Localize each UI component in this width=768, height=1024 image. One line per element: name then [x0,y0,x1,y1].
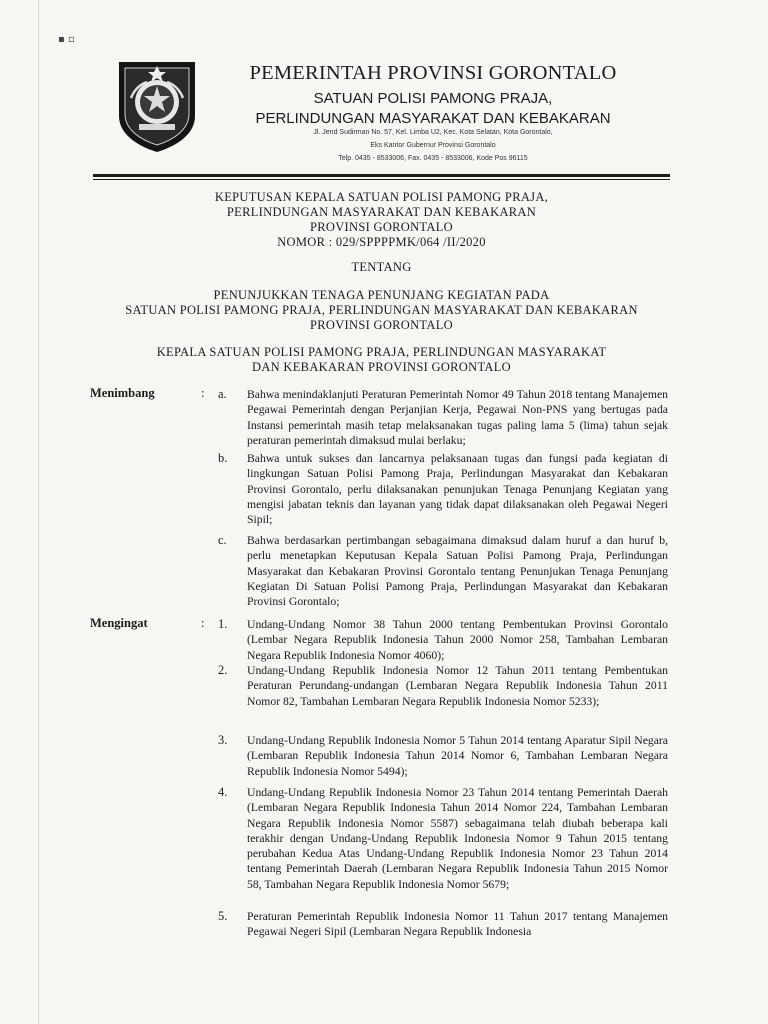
menimbang-marker-a: a. [218,387,227,401]
mengingat-marker-4: 4. [218,785,228,799]
authority-line1: KEPALA SATUAN POLISI PAMONG PRAJA, PERLINDUNGAN MASYARAKAT [156,345,607,359]
decree-number: NOMOR : 029/SPPPPMK/064 /II/2020 [277,235,486,249]
menimbang-item-a: Bahwa menindaklanjuti Peraturan Pemerintah Nomor 49 Tahun 2018 tentang Manajemen Pegawai Pemerintah dengan Perjanjian Kerja, Pegawai Non-PNS yang bertugas pada Instansi pemerintah masih tetap melaksanakan tugas paling lama 5 (lima) tahun sejak peraturan pemerintah dimaksud mulai berlaku; [247,388,668,447]
decree-title-line2: PERLINDUNGAN MASYARAKAT DAN KEBAKARAN [226,205,537,219]
letterhead-rule-thin [93,179,670,180]
menimbang-label: Menimbang [90,386,155,400]
menimbang-item-b: Bahwa untuk sukses dan lancarnya pelaksanaan tugas dan fungsi pada kegiatan di lingkungan Satuan Polisi Pamong Praja, Perlindungan Masyarakat dan Kebakaran Provinsi Gorontalo, perlu dilaksanakan penunjukan Tenaga Penunjang Kegiatan yang mengisi jabatan teknis dan layanan yang tidak dapat dilaksanakan oleh Pegawai Negeri Sipil; [247,452,668,527]
letterhead-rule [93,174,670,177]
tentang-heading: TENTANG [351,260,412,274]
mengingat-marker-5: 5. [218,909,228,923]
gorontalo-emblem-logo [113,58,201,154]
letterhead-contact: Telp. 0435 - 8533006, Fax. 0435 - 8533006, Kode Pos 96115 [338,155,528,162]
mengingat-marker-2: 2. [218,663,228,677]
decree-title-line3: PROVINSI GORONTALO [310,220,453,234]
menimbang-marker-b: b. [218,451,228,465]
scan-specks: ▪ ▫ [58,34,75,45]
mengingat-colon: : [201,616,205,630]
menimbang-marker-c: c. [218,533,227,547]
letterhead-government: PEMERINTAH PROVINSI GORONTALO [249,62,617,84]
subject-line2: SATUAN POLISI PAMONG PRAJA, PERLINDUNGAN MASYARAKAT DAN KEBAKARAN [125,303,638,317]
mengingat-item-4: Undang-Undang Republik Indonesia Nomor 23 Tahun 2014 tentang Pemerintah Daerah (Lembaran Negara Republik Indonesia Tahun 2014 Nomor 224, Tambahan Lembaran Negara Republik Indonesia Nomor 5587) sebagaimana telah diubah beberapa kali terakhir dengan Undang-Undang Republik Indonesia Nomor 9 Tahun 2015 tentang perubahan Kedua Atas Undang-Undang Republik Indonesia Nomor 23 Tahun 2014 tentang Pemerintah Daerah (Lembaran Negara Republik Indonesia Tahun 2015 Nomor 58, Tambahan Negara Republik Indonesia Nomor 5679; [247,786,668,891]
letterhead-office: Eks Kantor Gubernur Provinsi Gorontalo [370,142,496,149]
mengingat-label: Mengingat [90,616,148,630]
mengingat-marker-1: 1. [218,617,228,631]
mengingat-item-3: Undang-Undang Republik Indonesia Nomor 5 Tahun 2014 tentang Aparatur Sipil Negara (Lembaran Republik Indonesia Tahun 2014 Nomor 6, Tambahan Lembaran Negara Republik Indonesia Nomor 5494); [247,734,668,778]
menimbang-colon: : [201,386,205,400]
letterhead-address: Jl. Jend Sudirman No. 57, Kel. Limba U2, Kec. Kota Selatan, Kota Gorontalo, [313,129,553,136]
mengingat-marker-3: 3. [218,733,228,747]
subject-line3: PROVINSI GORONTALO [310,318,453,332]
mengingat-item-1: Undang-Undang Nomor 38 Tahun 2000 tentang Pembentukan Provinsi Gorontalo (Lembar Negara Republik Indonesia Tahun 2000 Nomor 258, Tambahan Lembaran Negara Republik Indonesia Nomor 4060); [247,618,668,662]
letterhead-agency: SATUAN POLISI PAMONG PRAJA, [313,90,553,107]
mengingat-item-2: Undang-Undang Republik Indonesia Nomor 12 Tahun 2011 tentang Pembentukan Peraturan Perundang-undangan (Lembaran Negara Republik Indonesia Tahun 2011 Nomor 82, Tambahan Lembaran Negara Republik Indonesia Nomor 5233); [247,664,668,708]
decree-title-line1: KEPUTUSAN KEPALA SATUAN POLISI PAMONG PRAJA, [214,190,549,204]
subject-line1: PENUNJUKKAN TENAGA PENUNJANG KEGIATAN PADA [213,288,550,302]
scan-edge [38,0,39,1024]
authority-line2: DAN KEBAKARAN PROVINSI GORONTALO [252,360,511,374]
menimbang-item-c: Bahwa berdasarkan pertimbangan sebagaimana dimaksud dalam huruf a dan huruf b, perlu menetapkan Keputusan Kepala Satuan Polisi Pamong Praja, Perlindungan Masyarakat dan Kebakaran Provinsi Gorontalo tentang Penunjukan Tenaga Penunjang Kegiatan Di Satuan Polisi Pamong Praja, Perlindungan Masyarakat dan Kebakaran Provinsi Gorontalo; [247,534,668,609]
letterhead-agency-cont: PERLINDUNGAN MASYARAKAT DAN KEBAKARAN [255,110,611,127]
mengingat-item-5: Peraturan Pemerintah Republik Indonesia Nomor 11 Tahun 2017 tentang Manajemen Pegawai Negeri Sipil (Lembaran Negara Republik Indonesia [247,910,668,939]
